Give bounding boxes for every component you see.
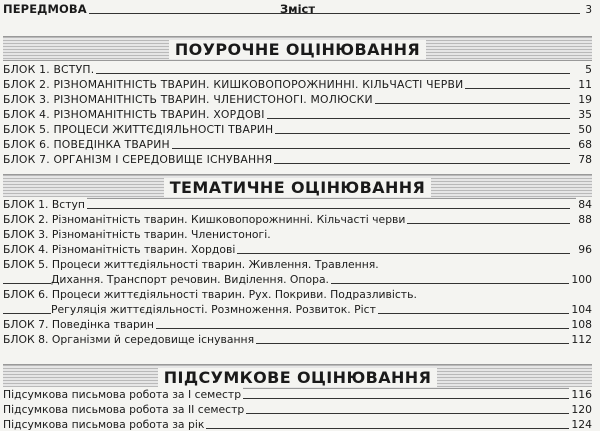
leader-line <box>3 208 570 209</box>
toc-entry[interactable] <box>3 107 592 122</box>
toc-entry-label: Підсумкова письмова робота за ІІ семестр <box>3 403 245 416</box>
section-heading-thematic <box>3 174 592 199</box>
toc-page-number: 68 <box>578 138 592 151</box>
contents-title: Зміст <box>280 2 315 16</box>
toc-entry-continuation[interactable] <box>3 272 592 287</box>
toc-entry-label: БЛОК 3. Різноманітність тварин. Членистоногі. <box>3 228 271 241</box>
toc-entry[interactable] <box>3 62 592 77</box>
toc-entry[interactable] <box>3 402 592 417</box>
toc-entry-label: БЛОК 2. Різноманітність тварин. Кишковопорожнинні. Кільчасті черви <box>3 213 406 226</box>
toc-entry-continuation[interactable] <box>3 302 592 317</box>
toc-entry-label: Підсумкова письмова робота за рік <box>3 418 205 431</box>
toc-entry[interactable] <box>3 212 592 227</box>
toc-entry[interactable] <box>3 197 592 212</box>
toc-entry-label: БЛОК 4. РІЗНОМАНІТНІСТЬ ТВАРИН. ХОРДОВІ <box>3 108 265 121</box>
toc-entry-label: Регуляція життєдіяльності. Розмноження. Розвиток. Ріст <box>51 303 376 316</box>
toc-entry-label: Підсумкова письмова робота за І семестр <box>3 388 242 401</box>
toc-page-number: 11 <box>578 78 592 91</box>
toc-entry[interactable] <box>3 122 592 137</box>
toc-entry-label: БЛОК 5. Процеси життєдіяльності тварин. Живлення. Травлення. <box>3 258 379 271</box>
toc-entry-label: БЛОК 6. ПОВЕДІНКА ТВАРИН <box>3 138 170 151</box>
toc-entry-label: БЛОК 4. Різноманітність тварин. Хордові <box>3 243 236 256</box>
toc-entry[interactable] <box>3 417 592 431</box>
toc-entry-label: БЛОК 2. РІЗНОМАНІТНІСТЬ ТВАРИН. КИШКОВОПОРОЖНИННІ. КІЛЬЧАСТІ ЧЕРВИ <box>3 78 464 91</box>
section-list-final <box>3 387 592 431</box>
toc-page-number: 96 <box>578 243 592 256</box>
toc-page-number: 5 <box>585 63 592 76</box>
toc-page-number: 19 <box>578 93 592 106</box>
section-title: ПОУРОЧНЕ ОЦІНЮВАННЯ <box>169 40 426 59</box>
toc-entry-label: БЛОК 1. ВСТУП. <box>3 63 95 76</box>
toc-page-number: 112 <box>571 333 592 346</box>
toc-page-number: 108 <box>571 318 592 331</box>
toc-page-number: 78 <box>578 153 592 166</box>
toc-entry[interactable] <box>3 387 592 402</box>
section-heading-final <box>3 364 592 389</box>
toc-entry-label: БЛОК 7. ОРГАНІЗМ І СЕРЕДОВИЩЕ ІСНУВАННЯ <box>3 153 273 166</box>
toc-entry-label: БЛОК 5. ПРОЦЕСИ ЖИТТЄДІЯЛЬНОСТІ ТВАРИН <box>3 123 274 136</box>
toc-page-number: 84 <box>578 198 592 211</box>
preface-entry[interactable]: ПЕРЕДМОВА <box>3 2 87 16</box>
section-title: ПІДСУМКОВЕ ОЦІНЮВАННЯ <box>158 368 438 387</box>
toc-entry[interactable] <box>3 332 592 347</box>
toc-page-number: 120 <box>571 403 592 416</box>
preface-page-number: 3 <box>585 4 592 16</box>
section-heading-lesson <box>3 36 592 61</box>
section-title: ТЕМАТИЧНЕ ОЦІНЮВАННЯ <box>164 178 432 197</box>
toc-entry[interactable] <box>3 152 592 167</box>
toc-page-number: 88 <box>578 213 592 226</box>
toc-entry[interactable] <box>3 287 592 302</box>
section-list-lesson <box>3 62 592 167</box>
toc-page-number: 104 <box>571 303 592 316</box>
toc-entry[interactable] <box>3 227 592 242</box>
section-list-thematic <box>3 197 592 347</box>
toc-entry-label: БЛОК 1. Вступ <box>3 198 85 211</box>
toc-page-number: 50 <box>578 123 592 136</box>
toc-entry[interactable] <box>3 242 592 257</box>
toc-page-number: 116 <box>571 388 592 401</box>
toc-entry[interactable] <box>3 77 592 92</box>
toc-entry-label: Дихання. Транспорт речовин. Виділення. Опора. <box>51 273 329 286</box>
toc-entry[interactable] <box>3 317 592 332</box>
toc-entry-label: БЛОК 7. Поведінка тварин <box>3 318 154 331</box>
toc-entry[interactable] <box>3 257 592 272</box>
toc-page-number: 124 <box>571 418 592 431</box>
toc-entry[interactable] <box>3 137 592 152</box>
toc-entry[interactable] <box>3 92 592 107</box>
toc-entry-label: БЛОК 6. Процеси життєдіяльності тварин. Рух. Покриви. Подразливість. <box>3 288 417 301</box>
toc-entry-label: БЛОК 3. РІЗНОМАНІТНІСТЬ ТВАРИН. ЧЛЕНИСТОНОГІ. МОЛЮСКИ <box>3 93 373 106</box>
toc-page-number: 35 <box>578 108 592 121</box>
toc-entry-label: БЛОК 8. Організми й середовище існування <box>3 333 255 346</box>
toc-page-number: 100 <box>571 273 592 286</box>
contents-header <box>3 2 592 18</box>
